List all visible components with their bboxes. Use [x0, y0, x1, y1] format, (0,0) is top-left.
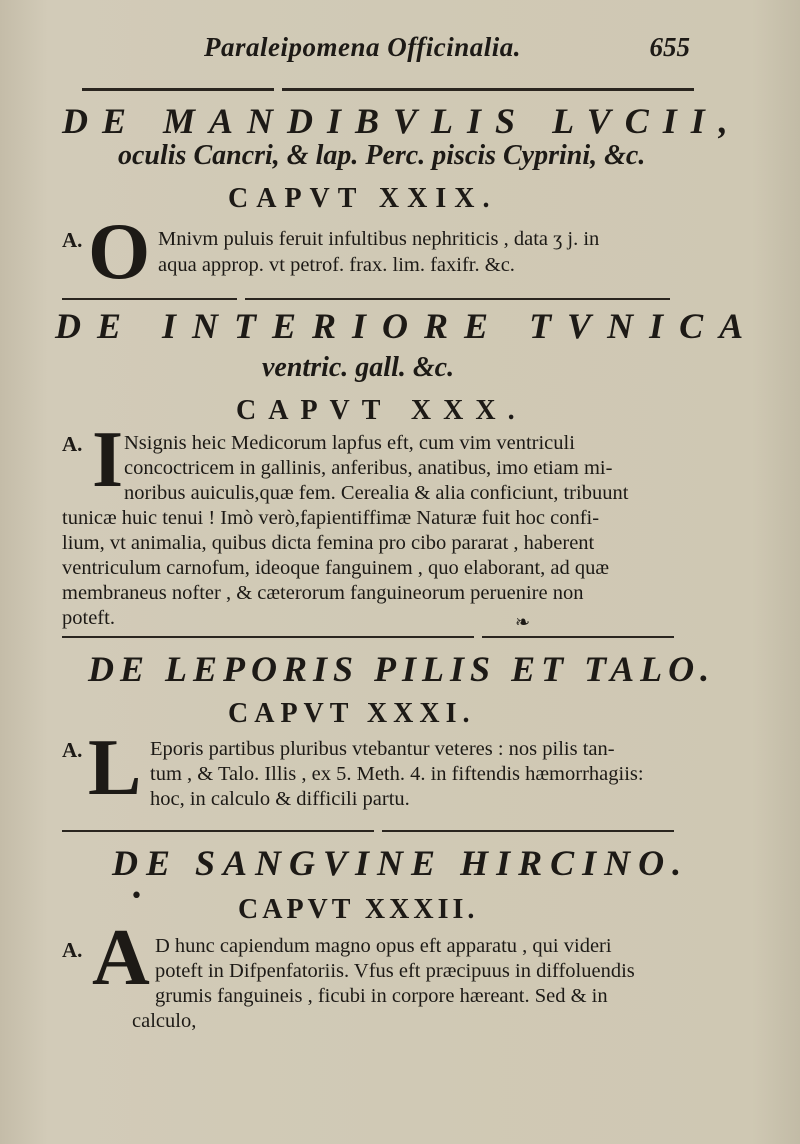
paragraph-marker: A.: [62, 432, 83, 456]
text-line: ventriculum carnofum, ideoque fanguinem , quo elaborant, ad quæ: [62, 557, 610, 579]
section-title: DE MANDIBVLIS LVCII,: [62, 101, 742, 141]
chapter-heading: CAPVT XXXI.: [228, 698, 476, 729]
text-line: Nsignis heic Medicorum lapfus eft, cum vim ventriculi: [124, 432, 575, 454]
text-line: D hunc capiendum magno opus eft apparatu , qui videri: [155, 935, 612, 957]
text-line: Mnivm puluis feruit infultibus nephriticis , data ʒ j. in: [158, 228, 600, 250]
section-subtitle: oculis Cancri, & lap. Perc. piscis Cyprini, &c.: [118, 140, 646, 171]
section-rule-right: [482, 636, 674, 638]
chapter-heading: CAPVT XXXII.: [238, 894, 479, 925]
chapter-heading: CAPVT XXIX.: [228, 183, 498, 214]
header-rule-right: [282, 88, 694, 91]
drop-cap: A: [92, 914, 150, 1002]
section-rule-right: [382, 830, 674, 832]
section-rule-left: [62, 830, 374, 832]
section-title: DE LEPORIS PILIS ET TALO.: [88, 649, 716, 689]
text-line: grumis fanguineis , ficubi in corpore hæreant. Sed & in: [155, 985, 608, 1007]
section-rule-left: [62, 298, 237, 300]
running-head: Paraleipomena Officinalia.: [204, 32, 521, 62]
section-title: DE INTERIORE TVNICA: [55, 306, 760, 346]
section-subtitle: ventric. gall. &c.: [262, 352, 455, 383]
ornament: ❧: [515, 612, 531, 633]
drop-cap: L: [88, 724, 142, 812]
drop-cap: O: [88, 208, 151, 296]
header-rule-left: [82, 88, 274, 91]
text-line: membraneus nofter , & cæterorum fanguineorum peruenire non: [62, 582, 584, 604]
paragraph-marker: A.: [62, 938, 83, 962]
text-line: noribus auiculis,quæ fem. Cerealia & alia conficiunt, tribuunt: [124, 482, 629, 504]
text-line: poteft in Difpenfatoriis. Vfus eft præcipuus in diffoluendis: [155, 960, 635, 982]
text-line: aqua approp. vt petrof. frax. lim. faxifr. &c.: [158, 254, 515, 276]
decorative-dot: •: [130, 884, 143, 909]
section-title: DE SANGVINE HIRCINO.: [112, 843, 690, 883]
section-rule-left: [62, 636, 474, 638]
chapter-heading: CAPVT XXX.: [236, 395, 527, 426]
paragraph-marker: A.: [62, 738, 83, 762]
text-line: poteft.: [62, 607, 115, 629]
page-header: [200, 30, 690, 70]
paragraph-marker: A.: [62, 228, 83, 252]
section-rule-right: [245, 298, 670, 300]
text-line: tum , & Talo. Illis , ex 5. Meth. 4. in fiftendis hæmorrhagiis:: [150, 763, 644, 785]
text-line: Eporis partibus pluribus vtebantur veteres : nos pilis tan-: [150, 738, 615, 760]
drop-cap: I: [92, 416, 124, 504]
text-line: concoctricem in gallinis, anferibus, anatibus, imo etiam mi-: [124, 457, 613, 479]
text-line: lium, vt animalia, quibus dicta femina pro cibo pararat , haberent: [62, 532, 595, 554]
text-line: calculo,: [132, 1010, 197, 1032]
text-line: tunicæ huic tenui ! Imò verò,fapientiffimæ Naturæ fuit hoc confi-: [62, 507, 600, 529]
page-number: 655: [649, 32, 690, 62]
text-line: hoc, in calculo & difficili partu.: [150, 788, 410, 810]
